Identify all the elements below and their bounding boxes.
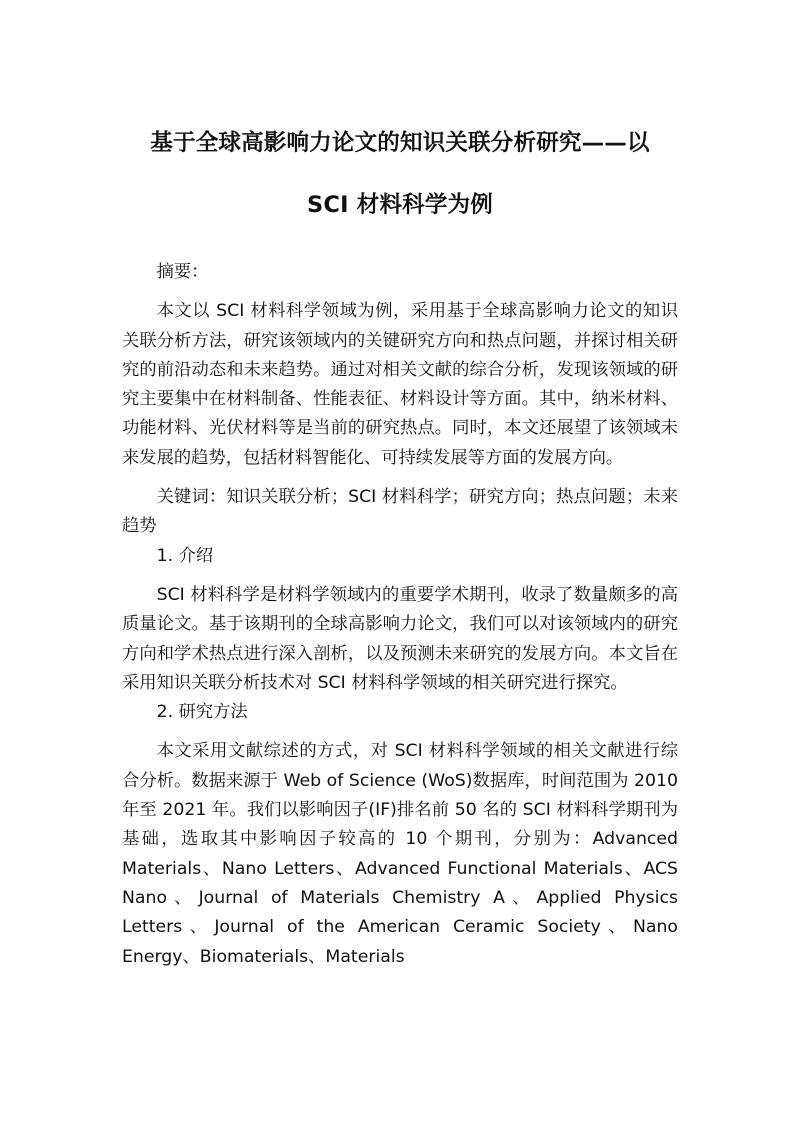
abstract-body: 本文以 SCI 材料科学领域为例，采用基于全球高影响力论文的知识关联分析方法，研究该领域内的关键研究方向和热点问题，并探讨相关研究的前沿动态和未来趋势。通过对相关文献的综合分析，发现该领域的研究主要集中在材料制备、性能表征、材料设计等方面。其中，纳米材料、功能材料、光伏材料等是当前的研究热点。同时，本文还展望了该领域未来发展的趋势，包括材料智能化、可持续发展等方面的发展方向。 [122,301,678,468]
section-1-heading: 1. 介绍 [156,545,214,566]
abstract-label: 摘要： [156,262,209,282]
section-2-body: 本文采用文献综述的方式，对 SCI 材料科学领域的相关文献进行综合分析。数据来源于 Web of Science (WoS)数据库，时间范围为 2010 年至 2021 年。我们以影响因子(IF)排名前 50 名的 SCI 材料科学期刊为基础，选取其中影响因子较高的 10 个期刊，分别为：Advanced Materials、Nano Letters、Advanced Functional Materials、ACS Nano、Journal of Materials Chemistry A、Applied Physics Letters、Journal of the American Ceramic Society、Nano Energy、Biomaterials、Materials [122,741,678,967]
section-2-heading: 2. 研究方法 [156,702,248,723]
title-line-1: 基于全球高影响力论文的知识关联分析研究——以 [150,130,650,156]
keywords: 关键词：知识关联分析；SCI 材料科学；研究方向；热点问题；未来趋势 [122,487,678,537]
section-1-body: SCI 材料科学是材料学领域内的重要学术期刊，收录了数量颇多的高质量论文。基于该期刊的全球高影响力论文，我们可以对该领域内的研究方向和学术热点进行深入剖析，以及预测未来研究的发展方向。本文旨在采用知识关联分析技术对 SCI 材料科学领域的相关研究进行探究。 [122,584,678,693]
document-title [122,112,678,236]
title-line-2: SCI 材料科学为例 [307,192,493,218]
